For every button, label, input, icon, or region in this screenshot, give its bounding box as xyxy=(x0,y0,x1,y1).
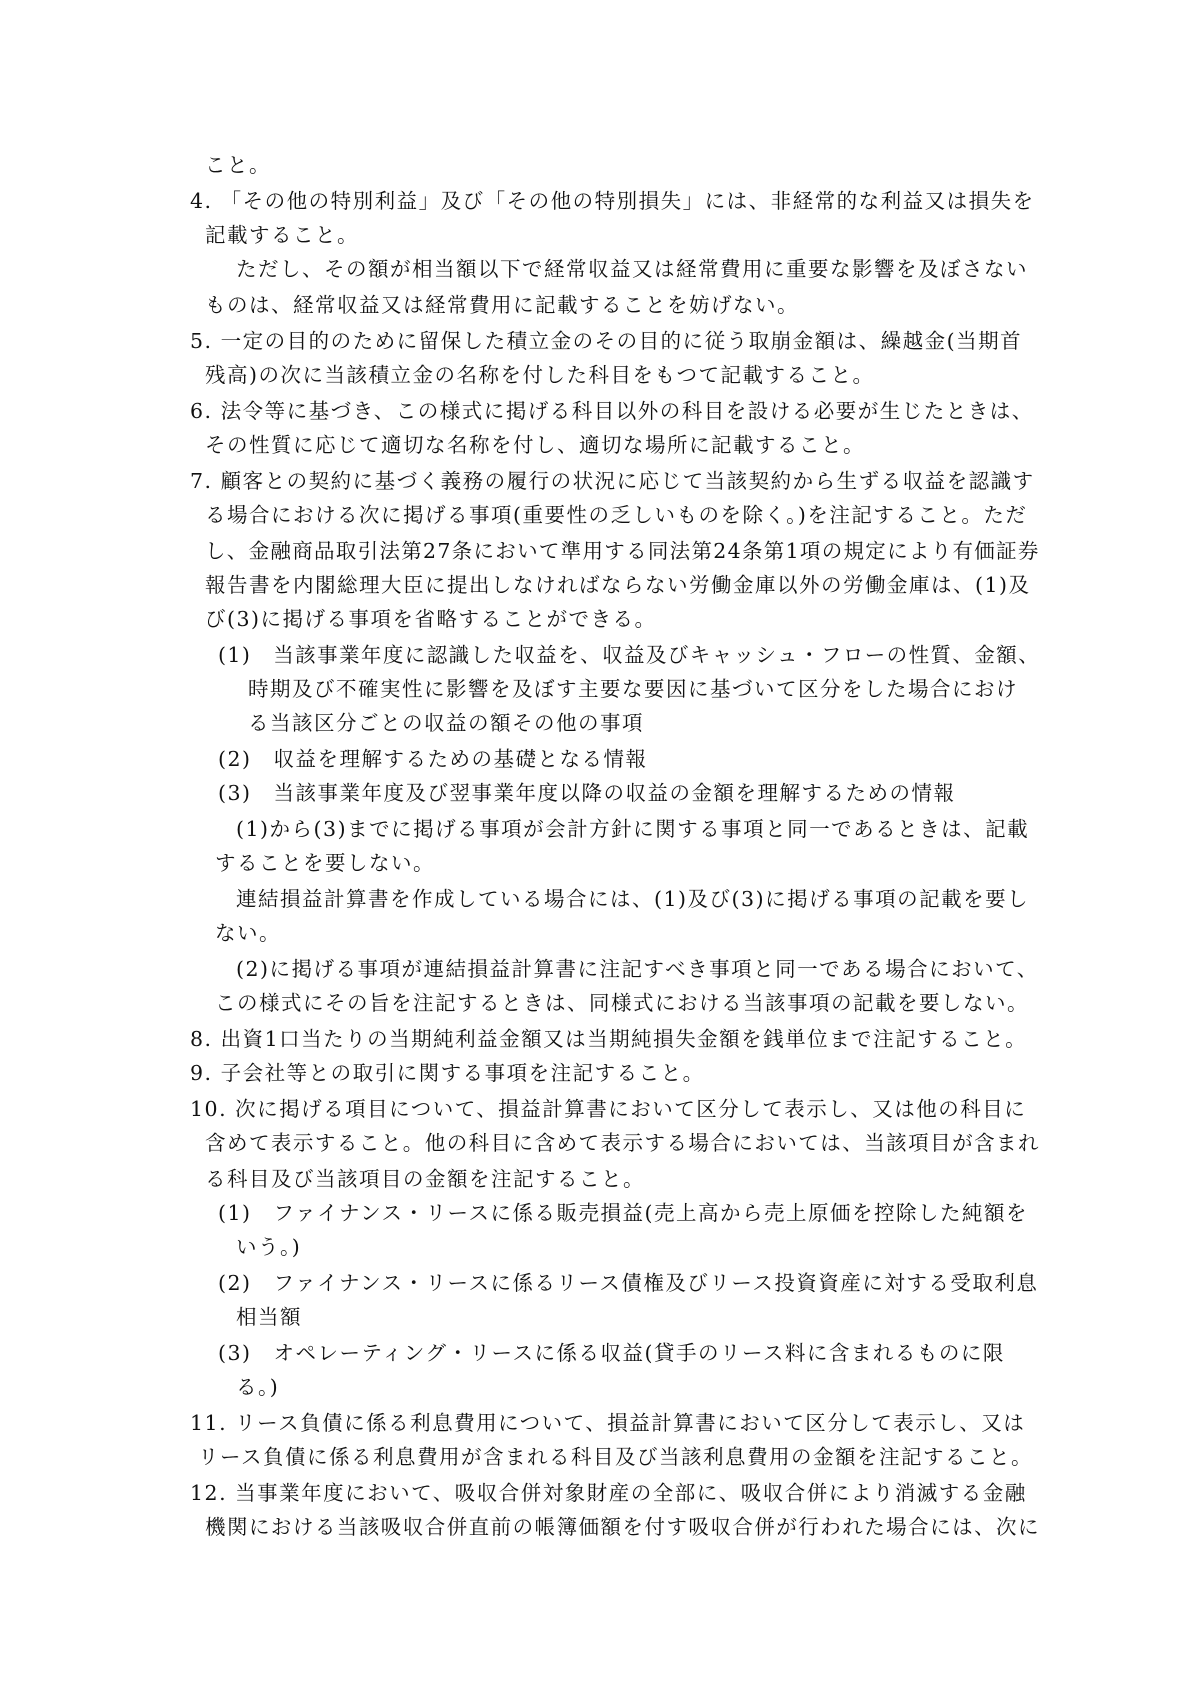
text-line: 相当額 xyxy=(236,1305,302,1329)
text-line: し、金融商品取引法第27条において準用する同法第24条第1項の規定により有価証券 xyxy=(205,539,1040,563)
text-line: る。) xyxy=(236,1375,280,1399)
text-line: 7. 顧客との契約に基づく義務の履行の状況に応じて当該契約から生ずる収益を認識す xyxy=(190,469,1035,493)
text-line: る当該区分ごとの収益の額その他の事項 xyxy=(248,711,644,735)
text-line: 10. 次に掲げる項目について、損益計算書において区分して表示し、又は他の科目に xyxy=(190,1097,1027,1121)
text-line: ない。 xyxy=(215,921,281,945)
text-line: いう。) xyxy=(236,1235,302,1259)
text-line: る科目及び当該項目の金額を注記すること。 xyxy=(205,1167,645,1191)
text-line: 12. 当事業年度において、吸収合併対象財産の全部に、吸収合併により消滅する金融 xyxy=(190,1481,1027,1505)
text-line: 11. リース負債に係る利息費用について、損益計算書において区分して表示し、又は xyxy=(190,1411,1026,1435)
text-line: (2) ファイナンス・リースに係るリース債権及びリース投資資産に対する受取利息 xyxy=(218,1271,1039,1295)
text-line: 報告書を内閣総理大臣に提出しなければならない労働金庫以外の労働金庫は、(1)及 xyxy=(205,573,1031,597)
text-line: 8. 出資1口当たりの当期純利益金額又は当期純損失金額を銭単位まで注記すること。 xyxy=(190,1027,1028,1051)
text-line: (1)から(3)までに掲げる事項が会計方針に関する事項と同一であるときは、記載 xyxy=(236,817,1030,841)
text-line: 機関における当該吸収合併直前の帳簿価額を付す吸収合併が行われた場合には、次に xyxy=(205,1515,1040,1539)
text-line: 9. 子会社等との取引に関する事項を注記すること。 xyxy=(190,1061,705,1085)
text-line: 6. 法令等に基づき、この様式に掲げる科目以外の科目を設ける必要が生じたときは、 xyxy=(190,399,1034,423)
text-line: 記載すること。 xyxy=(205,223,359,247)
text-line: 時期及び不確実性に影響を及ぼす主要な要因に基づいて区分をした場合におけ xyxy=(248,677,1018,701)
text-line: (3) オペレーティング・リースに係る収益(貸手のリース料に含まれるものに限 xyxy=(218,1341,1005,1365)
text-line: 5. 一定の目的のために留保した積立金のその目的に従う取崩金額は、繰越金(当期首 xyxy=(190,329,1023,353)
text-line: 連結損益計算書を作成している場合には、(1)及び(3)に掲げる事項の記載を要し xyxy=(236,887,1030,911)
text-line: その性質に応じて適切な名称を付し、適切な場所に記載すること。 xyxy=(205,433,865,457)
text-line: 含めて表示すること。他の科目に含めて表示する場合においては、当該項目が含まれ xyxy=(205,1131,1040,1155)
text-line: る場合における次に掲げる事項(重要性の乏しいものを除く。)を注記すること。ただ xyxy=(205,503,1028,527)
text-line: 4. 「その他の特別利益」及び「その他の特別損失」には、非経常的な利益又は損失を xyxy=(190,189,1035,213)
text-line: こと。 xyxy=(205,153,271,177)
text-line: リース負債に係る利息費用が含まれる科目及び当該利息費用の金額を注記すること。 xyxy=(198,1445,1033,1469)
text-line: 残高)の次に当該積立金の名称を付した科目をもつて記載すること。 xyxy=(205,363,875,387)
text-line: することを要しない。 xyxy=(215,851,435,875)
text-line: この様式にその旨を注記するときは、同様式における当該事項の記載を要しない。 xyxy=(215,991,1029,1015)
text-line: び(3)に掲げる事項を省略することができる。 xyxy=(205,607,657,631)
text-line: (1) ファイナンス・リースに係る販売損益(売上高から売上原価を控除した純額を xyxy=(218,1201,1028,1225)
text-line: (2)に掲げる事項が連結損益計算書に注記すべき事項と同一である場合において、 xyxy=(236,957,1039,981)
text-line: (1) 当該事業年度に認識した収益を、収益及びキャッシュ・フローの性質、金額、 xyxy=(218,643,1041,667)
text-line: (3) 当該事業年度及び翌事業年度以降の収益の金額を理解するための情報 xyxy=(218,781,956,805)
text-line: ものは、経常収益又は経常費用に記載することを妨げない。 xyxy=(205,293,799,317)
text-line: (2) 収益を理解するための基礎となる情報 xyxy=(218,747,648,771)
text-line: ただし、その額が相当額以下で経常収益又は経常費用に重要な影響を及ぼさない xyxy=(236,257,1028,281)
